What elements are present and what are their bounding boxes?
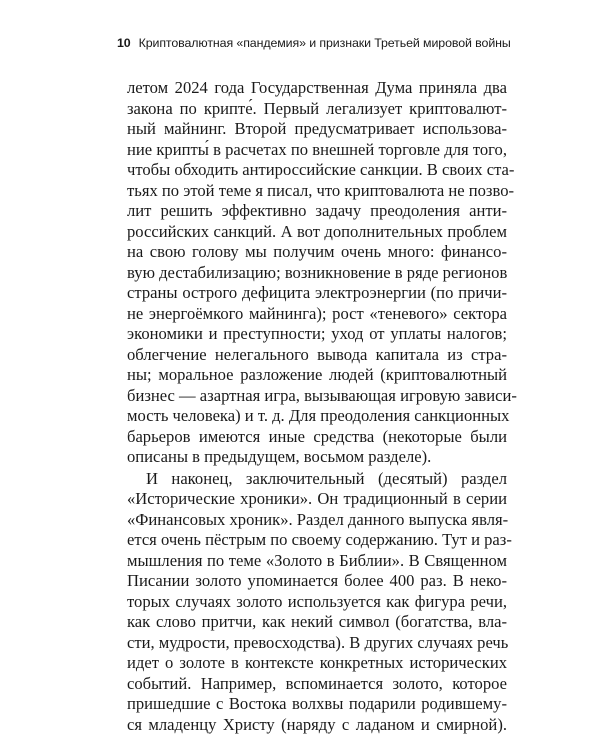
text-line: торых случаях золото используется как фигура речи, — [127, 591, 507, 611]
text-line: вую дестабилизацию; возникновение в ряде регионов — [127, 262, 508, 282]
text-line: тьях по этой теме я писал, что криптовалюта не позво- — [127, 180, 515, 200]
text-line: летом 2024 года Государственная Дума приняла два — [127, 78, 507, 97]
running-head — [117, 34, 537, 52]
chapter-title: Криптовалютная «пандемия» и признаки Третьей мировой войны — [138, 36, 511, 50]
text-line: «Финансовых хроник». Раздел данного выпуска явля- — [127, 509, 509, 529]
text-line: ется очень пёстрым по своему содержанию. Тут и раз- — [127, 530, 512, 549]
text-line: экономики и преступности; уход от уплаты налогов; — [127, 324, 507, 343]
text-line: облегчение нелегального вывода капитала из стра- — [127, 344, 507, 364]
text-line: российских санкций. А вот дополнительных проблем — [127, 221, 507, 241]
text-line: бизнес — азартная игра, вызывающая игровую зависи- — [127, 385, 517, 405]
text-line: описаны в предыдущем, восьмом разделе). — [127, 447, 432, 466]
text-line: И наконец, заключительный (десятый) раздел — [146, 468, 507, 488]
text-line: идет о золоте в контексте конкретных исторических — [127, 653, 507, 672]
text-line: сти, мудрости, превосходства). В других случаях речь — [127, 632, 509, 652]
text-line: на свою голову мы получим очень много: финансо- — [127, 242, 507, 261]
text-line: Писании золото упоминается более 400 раз. В неко- — [127, 571, 507, 590]
text-line: лит решить эффективно задачу преодоления анти- — [127, 201, 507, 220]
paragraph-1 — [127, 78, 517, 468]
text-line: ся младенцу Христу (наряду с ладаном и смирной). — [127, 714, 507, 734]
text-line: ный майнинг. Второй предусматривает использова- — [127, 119, 507, 138]
text-line: мость человека) и т. д. Для преодоления санкционных — [127, 406, 510, 425]
body-text — [127, 78, 517, 735]
text-line: событий. Например, вспоминается золото, которое — [127, 673, 507, 693]
text-line: пришедшие с Востока волхвы подарили родившему- — [127, 694, 507, 713]
text-line: как слово притчи, как некий символ (богатства, вла- — [127, 612, 507, 631]
text-line: не энергоёмкого майнинга); рост «теневого» сектора — [127, 303, 507, 323]
text-line: барьеров имеются иные средства (некоторые были — [127, 426, 507, 446]
text-line: страны острого дефицита электроэнергии (по причи- — [127, 283, 507, 302]
page-number: 10 — [117, 36, 131, 50]
text-line: чтобы обходить антироссийские санкции. В своих ста- — [127, 160, 515, 179]
text-line: «Исторические хроники». Он традиционный в серии — [127, 489, 507, 508]
text-line: ние крипты́ в расчетах по внешней торговле для того, — [127, 139, 507, 159]
paragraph-2 — [127, 468, 512, 736]
text-line: закона по крипте́. Первый легализует криптовалют- — [127, 98, 507, 118]
text-line: ны; моральное разложение людей (криптовалютный — [127, 365, 507, 384]
text-line: мышления по теме «Золото в Библии». В Священном — [127, 550, 507, 570]
